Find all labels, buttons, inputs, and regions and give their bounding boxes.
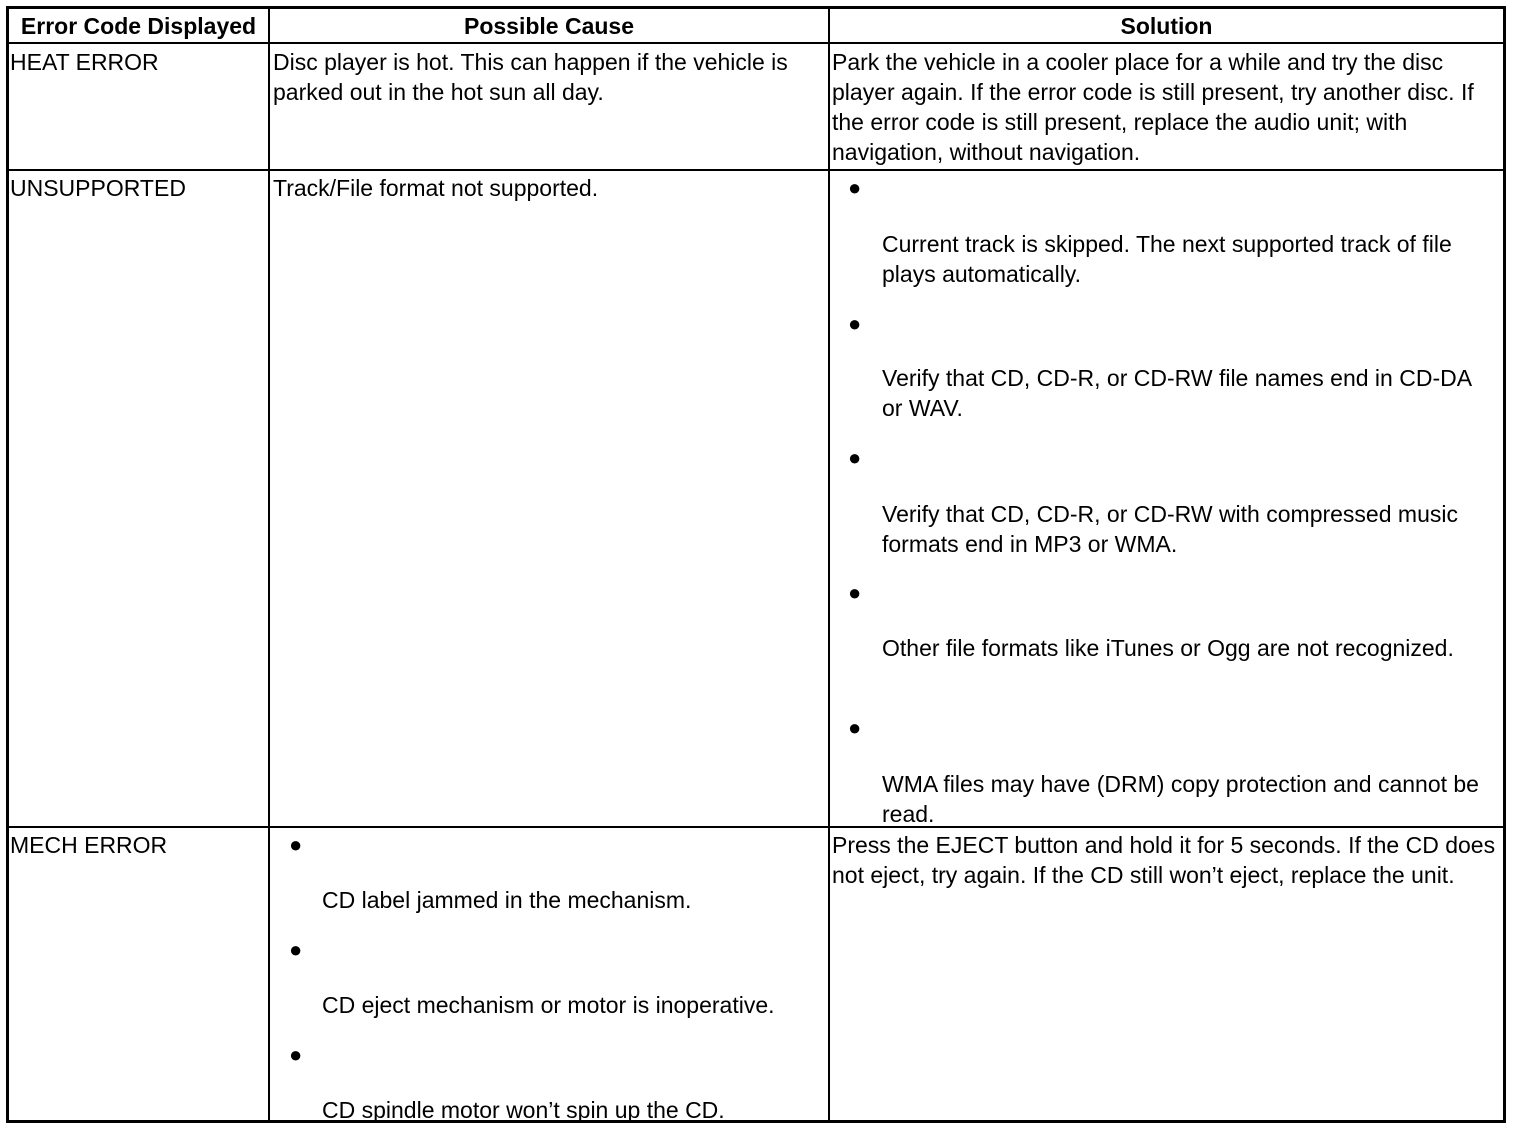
bullet-icon: ●: [848, 311, 862, 336]
row-mech-error-solution: Press the EJECT button and hold it for 5 seconds. If the CD does not eject, try again. If the CD still won’t eject, replace the unit.: [832, 832, 1496, 888]
header-solution: Solution: [1120, 13, 1213, 39]
bullet-icon: ●: [848, 175, 862, 200]
bullet-icon: ●: [289, 1042, 303, 1067]
row-unsupported-cause: Track/File format not supported.: [273, 175, 599, 201]
bullet-icon: ●: [289, 937, 303, 962]
row-heat-error-cause: Disc player is hot. This can happen if the vehicle is parked out in the hot sun all day.: [273, 49, 788, 105]
bullet-icon: ●: [289, 832, 303, 857]
bullet-icon: ●: [848, 580, 862, 605]
unsupported-solution-item: Verify that CD, CD-R, or CD-RW with compressed music formats end in MP3 or WMA.: [882, 501, 1458, 557]
mech-cause-item: CD eject mechanism or motor is inoperative.: [322, 992, 775, 1018]
row-heat-error-solution: Park the vehicle in a cooler place for a while and try the disc player again. If the error code is still present, try another disc. If the error code is still present, replace the audio unit; with navigation, without navigation.: [832, 49, 1474, 165]
row-mech-error-code: MECH ERROR: [10, 832, 168, 858]
unsupported-solution-item: Current track is skipped. The next supported track of file plays automatically.: [882, 231, 1452, 287]
row-divider: [9, 169, 1503, 171]
row-heat-error-code: HEAT ERROR: [10, 49, 159, 75]
unsupported-solution-item: Other file formats like iTunes or Ogg are not recognized.: [882, 635, 1454, 661]
troubleshooting-table: [6, 6, 1506, 1123]
column-divider: [828, 9, 830, 1120]
bullet-icon: ●: [848, 445, 862, 470]
mech-cause-item: CD label jammed in the mechanism.: [322, 887, 692, 913]
header-error-code: Error Code Displayed: [20, 13, 257, 39]
bullet-icon: ●: [848, 715, 862, 740]
header-possible-cause: Possible Cause: [463, 13, 635, 39]
unsupported-solution-item: Verify that CD, CD-R, or CD-RW file names end in CD-DA or WAV.: [882, 365, 1471, 421]
mech-cause-item: CD spindle motor won’t spin up the CD.: [322, 1097, 725, 1123]
column-divider: [268, 9, 270, 1120]
unsupported-solution-item: WMA files may have (DRM) copy protection and cannot be read.: [882, 771, 1479, 827]
row-unsupported-code: UNSUPPORTED: [10, 175, 186, 201]
